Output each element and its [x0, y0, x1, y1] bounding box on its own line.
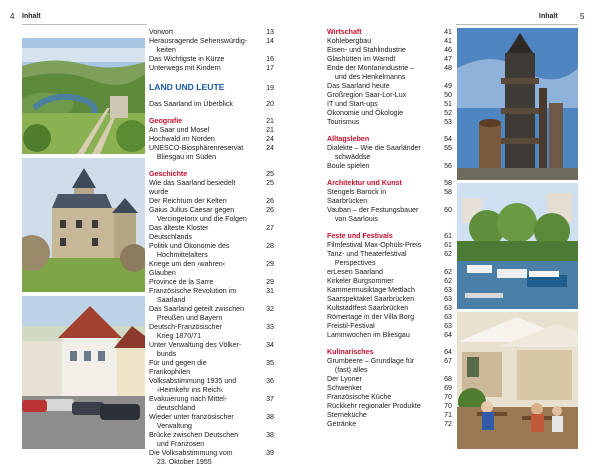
cafe-terrace-photo	[457, 312, 578, 449]
toc-entry[interactable]	[327, 100, 452, 109]
left-header-rule	[22, 24, 147, 25]
toc-entry-label: Brücke zwischen Deutschen und Franzosen	[149, 431, 239, 448]
toc-section	[327, 28, 452, 127]
blast-furnace-photo	[457, 28, 578, 180]
left-page-number: 4	[10, 12, 15, 21]
section-heading-label: Geografie	[149, 117, 183, 125]
toc-entry-page: 20	[266, 100, 274, 108]
toc-entry[interactable]	[327, 206, 452, 224]
toc-entry[interactable]	[149, 64, 274, 73]
toc-section	[149, 162, 274, 467]
toc-entry-page: 58	[444, 188, 452, 196]
toc-entry[interactable]	[327, 118, 452, 127]
toc-entry-page: 28	[266, 242, 274, 250]
toc-entry-label: Boule spielen	[327, 162, 370, 170]
toc-entry-page: 55	[444, 144, 452, 152]
toc-entry-page: 26	[266, 206, 274, 214]
toc-entry[interactable]	[149, 449, 274, 467]
toc-entry-page: 71	[444, 411, 452, 419]
toc-entry-page: 21	[266, 126, 274, 134]
section-heading[interactable]	[327, 28, 452, 37]
saarbruecken-river-photo	[457, 183, 578, 309]
toc-entry-label: Kriege um den ›wahren‹ Glauben	[149, 260, 228, 277]
toc-entry-page: 50	[444, 91, 452, 99]
toc-entry-page: 49	[444, 82, 452, 90]
toc-entry[interactable]	[327, 331, 452, 340]
section-heading-label: Geschichte	[149, 170, 188, 178]
toc-entry-label: Wieder unter französischer Verwaltung	[149, 413, 234, 430]
toc-entry-page: 39	[266, 449, 274, 457]
toc-entry-page: 27	[266, 224, 274, 232]
toc-entry-label: Die Volksabstimmung vom 23. Oktober 1955	[149, 449, 233, 466]
section-heading-label: Feste und Festivals	[327, 232, 393, 240]
toc-entry-page: 62	[444, 250, 452, 258]
toc-entry-page: 67	[444, 357, 452, 365]
toc-entry-page: 24	[266, 144, 274, 152]
toc-entry-label: Dialekte – Wie die Saarländer schwäddse	[327, 144, 421, 161]
toc-section	[327, 224, 452, 340]
toc-entry-label: Filmfestival Max-Ophüls-Preis	[327, 241, 422, 249]
toc-entry-label: Deutsch-Französischer Krieg 1870/71	[149, 323, 222, 340]
toc-entry-label: Das Saarland heute	[327, 82, 390, 90]
right-page-number: 5	[580, 12, 585, 21]
toc-entry-label: Evakuierung nach Mittel- deutschland	[149, 395, 228, 412]
toc-entry[interactable]	[327, 91, 452, 100]
toc-entry-label: UNESCO-Biosphärenreservat Bliesgau im Süden	[149, 144, 244, 161]
left-toc	[149, 28, 274, 467]
toc-entry[interactable]	[327, 64, 452, 82]
castle-photo	[22, 158, 145, 292]
toc-entry-page: 47	[444, 55, 452, 63]
toc-entry[interactable]	[149, 395, 274, 413]
toc-entry[interactable]	[149, 377, 274, 395]
toc-entry[interactable]	[327, 357, 452, 375]
toc-entry-label: Schwenker	[327, 384, 363, 392]
toc-entry-page: 62	[444, 277, 452, 285]
toc-entry-label: Unterwegs mit Kindern	[149, 64, 221, 72]
toc-entry-label: Lammwochen im Bliesgau	[327, 331, 410, 339]
section-heading-page: 54	[444, 135, 452, 143]
section-heading[interactable]	[149, 170, 274, 179]
toc-entry-page: 63	[444, 304, 452, 312]
toc-entry[interactable]	[149, 341, 274, 359]
toc-entry-label: Tourismus	[327, 118, 360, 126]
toc-entry-label: Stengels Barock in Saarbrücken	[327, 188, 389, 205]
toc-entry-page: 61	[444, 241, 452, 249]
toc-section	[327, 171, 452, 224]
left-sections	[149, 109, 274, 467]
toc-entry-page: 17	[266, 64, 274, 72]
toc-entry[interactable]	[327, 250, 452, 268]
toc-entry-label: Getränke	[327, 420, 357, 428]
toc-entry-page: 53	[444, 118, 452, 126]
toc-entry[interactable]	[149, 126, 274, 135]
toc-entry-page: 52	[444, 109, 452, 117]
section-heading[interactable]	[327, 232, 452, 241]
toc-entry-label: Unter Verwaltung des Völker- bunds	[149, 341, 242, 358]
toc-entry-label: Römertage in der Villa Borg	[327, 313, 415, 321]
toc-entry-label: erLesen Saarland	[327, 268, 384, 276]
toc-entry-label: Sterneküche	[327, 411, 367, 419]
toc-entry[interactable]	[149, 179, 274, 197]
toc-entry-page: 56	[444, 162, 452, 170]
toc-entry-page: 63	[444, 313, 452, 321]
toc-entry-page: 33	[266, 323, 274, 331]
toc-entry-page: 70	[444, 402, 452, 410]
toc-entry[interactable]	[327, 393, 452, 402]
toc-entry-page: 68	[444, 375, 452, 383]
toc-entry-label: Rückkehr regionaler Produkte	[327, 402, 421, 410]
toc-entry[interactable]	[149, 135, 274, 144]
toc-entry-page: 26	[266, 197, 274, 205]
toc-entry[interactable]	[149, 206, 274, 224]
part-intro-entries	[149, 100, 274, 109]
toc-entry[interactable]	[327, 375, 452, 384]
toc-entry-page: 63	[444, 322, 452, 330]
toc-entry-page: 16	[266, 55, 274, 63]
toc-section	[327, 340, 452, 429]
toc-entry[interactable]	[149, 224, 274, 242]
toc-entry[interactable]	[327, 384, 452, 393]
right-toc	[327, 28, 452, 429]
toc-entry[interactable]	[149, 144, 274, 162]
right-running-head: Inhalt	[539, 13, 558, 20]
section-heading-page: 58	[444, 179, 452, 187]
part-heading-page: 19	[266, 84, 274, 92]
toc-entry-page: 64	[444, 331, 452, 339]
section-heading-label: Wirtschaft	[327, 28, 362, 36]
toc-entry-page: 46	[444, 46, 452, 54]
toc-entry[interactable]	[149, 287, 274, 305]
toc-entry[interactable]	[149, 37, 274, 55]
toc-entry-label: IT und Start-ups	[327, 100, 378, 108]
toc-entry-page: 70	[444, 393, 452, 401]
toc-entry[interactable]	[149, 413, 274, 431]
toc-entry[interactable]	[149, 359, 274, 377]
toc-entry[interactable]	[327, 144, 452, 162]
toc-entry-page: 48	[444, 64, 452, 72]
toc-entry-page: 13	[266, 28, 274, 36]
toc-entry[interactable]	[149, 305, 274, 323]
toc-entry-label: Ökonomie und Ökologie	[327, 109, 404, 117]
toc-entry-label: Für und gegen die Frankophilen	[149, 359, 209, 376]
toc-entry[interactable]	[327, 162, 452, 171]
toc-entry[interactable]	[327, 313, 452, 322]
toc-entry-label: Das Saarland im Überblick	[149, 100, 233, 108]
section-heading-label: Kulinarisches	[327, 348, 374, 356]
toc-entry-label: Kohlebergbau	[327, 37, 372, 45]
section-heading-page: 41	[444, 28, 452, 36]
toc-entry[interactable]	[327, 420, 452, 429]
toc-entry[interactable]	[327, 411, 452, 420]
part-heading-label: LAND UND LEUTE	[149, 82, 225, 92]
toc-entry[interactable]	[327, 55, 452, 64]
toc-entry-label: Das Wichtigste in Kürze	[149, 55, 225, 63]
toc-entry-label: Grumbeere – Grundlage für (fast) alles	[327, 357, 415, 374]
toc-entry-page: 24	[266, 135, 274, 143]
toc-entry[interactable]	[327, 322, 452, 331]
section-heading-label: Architektur und Kunst	[327, 179, 402, 187]
right-header-rule	[456, 24, 578, 25]
toc-entry[interactable]	[327, 188, 452, 206]
section-heading[interactable]	[327, 179, 452, 188]
toc-entry[interactable]	[327, 268, 452, 277]
toc-entry-page: 14	[266, 37, 274, 45]
toc-entry-label: Französische Küche	[327, 393, 392, 401]
toc-entry[interactable]	[149, 260, 274, 278]
section-heading-page: 64	[444, 348, 452, 356]
toc-entry-label: Ende der Montanindustrie – und des Henkelmanns	[327, 64, 415, 81]
toc-entry-label: Eisen- und Stahlindustrie	[327, 46, 406, 54]
toc-entry-page: 38	[266, 413, 274, 421]
section-heading[interactable]	[327, 135, 452, 144]
toc-entry-label: Glashütten im Warndt	[327, 55, 396, 63]
toc-entry[interactable]	[327, 109, 452, 118]
toc-entry-page: 29	[266, 260, 274, 268]
toc-entry[interactable]	[149, 55, 274, 64]
toc-entry-page: 31	[266, 287, 274, 295]
right-sections	[327, 28, 452, 429]
toc-entry[interactable]	[327, 241, 452, 250]
left-running-head: Inhalt	[22, 13, 41, 20]
toc-entry-label: Das älteste Kloster Deutschlands	[149, 224, 211, 241]
toc-entry[interactable]	[327, 277, 452, 286]
street-photo	[22, 296, 145, 449]
toc-entry-label: Das Saarland geteilt zwischen Preußen und Bayern	[149, 305, 245, 322]
toc-entry-label: Freistil-Festival	[327, 322, 375, 330]
toc-entry-page: 32	[266, 305, 274, 313]
toc-entry-label: Volksabstimmung 1935 und ›Heimkehr ins Reich‹	[149, 377, 237, 394]
toc-entry-page: 25	[266, 179, 274, 187]
toc-entry[interactable]	[149, 242, 274, 260]
toc-entry[interactable]	[327, 37, 452, 46]
toc-entry[interactable]	[327, 286, 452, 295]
toc-entry[interactable]	[327, 402, 452, 411]
toc-entry-label: Province de la Sarre	[149, 278, 214, 286]
toc-entry-page: 41	[444, 37, 452, 45]
toc-entry-label: Hochwald im Norden	[149, 135, 215, 143]
toc-entry-page: 63	[444, 286, 452, 294]
section-heading-page: 25	[266, 170, 274, 178]
toc-entry-label: Kultstadtfest Saarbrücken	[327, 304, 409, 312]
toc-entry-page: 51	[444, 100, 452, 108]
toc-entry-page: 69	[444, 384, 452, 392]
toc-entry[interactable]	[149, 100, 274, 109]
toc-entry[interactable]	[327, 304, 452, 313]
toc-entry[interactable]	[149, 28, 274, 37]
toc-entry-label: Vorwort	[149, 28, 174, 36]
toc-entry-page: 37	[266, 395, 274, 403]
toc-entry-page: 36	[266, 377, 274, 385]
toc-entry-page: 63	[444, 295, 452, 303]
toc-entry-label: Kammermusiktage Mettlach	[327, 286, 415, 294]
toc-entry-page: 29	[266, 278, 274, 286]
toc-entry[interactable]	[149, 278, 274, 287]
toc-entry-label: Tanz- und Theaterfestival Perspectives	[327, 250, 407, 267]
section-heading-page: 61	[444, 232, 452, 240]
toc-entry-page: 34	[266, 341, 274, 349]
toc-entry[interactable]	[327, 46, 452, 55]
toc-entry[interactable]	[149, 323, 274, 341]
toc-entry-page: 35	[266, 359, 274, 367]
part-heading[interactable]	[149, 82, 274, 94]
toc-entry-label: Französische Revolution im Saarland	[149, 287, 237, 304]
saar-loop-photo	[22, 38, 145, 154]
intro-entries	[149, 28, 274, 73]
toc-section	[327, 127, 452, 171]
section-heading-page: 21	[266, 117, 274, 125]
section-heading[interactable]	[327, 348, 452, 357]
toc-entry-label: Großregion Saar-Lor-Lux	[327, 91, 407, 99]
toc-entry-label: Vauban – der Festungsbauer von Saarlouis	[327, 206, 419, 223]
toc-entry-label: An Saar und Mosel	[149, 126, 210, 134]
toc-entry-label: Politik und Ökonomie des Hochmittelalters	[149, 242, 230, 259]
toc-entry-page: 60	[444, 206, 452, 214]
toc-entry-page: 62	[444, 268, 452, 276]
toc-entry-page: 38	[266, 431, 274, 439]
section-heading[interactable]	[149, 117, 274, 126]
section-heading-label: Alltagsleben	[327, 135, 370, 143]
toc-entry-label: Saarspektakel Saarbrücken	[327, 295, 415, 303]
toc-entry-label: Herausragende Sehenswürdig- keiten	[149, 37, 248, 54]
toc-entry[interactable]	[327, 295, 452, 304]
toc-entry-label: Der Reichtum der Kelten	[149, 197, 227, 205]
toc-entry-label: Kirkeler Burgsommer	[327, 277, 394, 285]
toc-section	[149, 109, 274, 162]
toc-entry-label: Der Lyoner	[327, 375, 362, 383]
toc-entry-label: Gaius Julius Caesar gegen Vercingetorix und die Folgen	[149, 206, 247, 223]
toc-entry[interactable]	[149, 431, 274, 449]
toc-entry-page: 72	[444, 420, 452, 428]
toc-entry[interactable]	[327, 82, 452, 91]
toc-entry-label: Wie das Saarland besiedelt wurde	[149, 179, 238, 196]
toc-entry[interactable]	[149, 197, 274, 206]
